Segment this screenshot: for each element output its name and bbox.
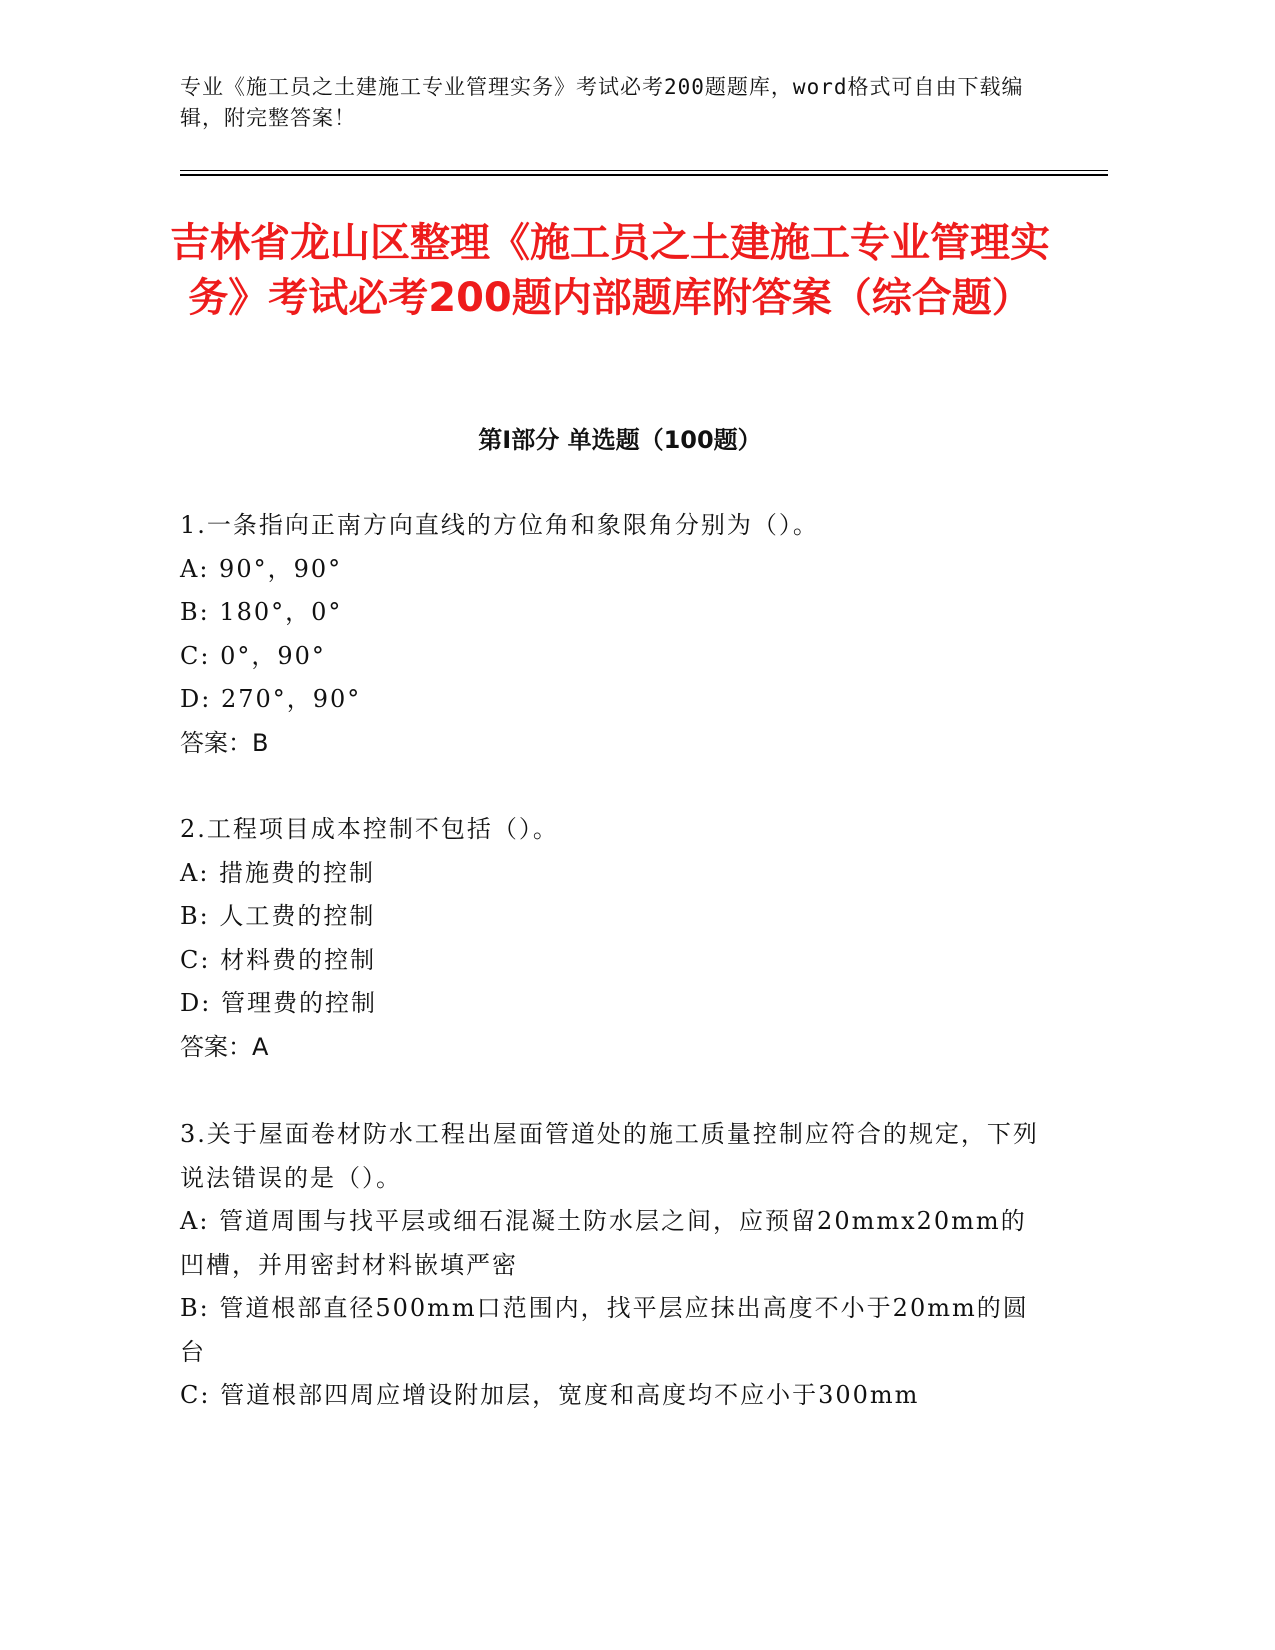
option-c: C: 材料费的控制 (180, 945, 377, 974)
option-a: A: 管道周围与找平层或细石混凝土防水层之间，应预留20mmx20mm的凹槽，并用密封材料嵌填严密 (180, 1207, 1027, 1279)
question-stem: 2.工程项目成本控制不包括（）。 (180, 815, 559, 843)
option-d: D: 270°，90° (180, 685, 362, 713)
answer: 答案：A (180, 1032, 269, 1061)
question-stem: 1.一条指向正南方向直线的方位角和象限角分别为（）。 (180, 511, 819, 539)
option-c: C: 管道根部四周应增设附加层，宽度和高度均不应小于300mm (180, 1381, 920, 1409)
option-a: A: 措施费的控制 (180, 858, 376, 887)
divider-thin (180, 170, 1108, 171)
option-b: B: 管道根部直径500mm口范围内，找平层应抹出高度不小于20mm的圆台 (180, 1294, 1029, 1366)
question-stem: 3.关于屋面卷材防水工程出屋面管道处的施工质量控制应符合的规定，下列说法错误的是（）。 (180, 1120, 1039, 1192)
section-heading: 第Ⅰ部分 单选题（100题） (478, 426, 762, 454)
option-b: B: 人工费的控制 (180, 902, 376, 930)
question-2 (180, 808, 1050, 1069)
divider-thick (180, 174, 1108, 176)
option-a: A: 90°，90° (180, 554, 343, 583)
option-d: D: 管理费的控制 (180, 989, 377, 1017)
option-c: C: 0°，90° (180, 641, 326, 670)
header-note: 专业《施工员之土建施工专业管理实务》考试必考200题题库，word格式可自由下载编辑，附完整答案！ (180, 75, 1024, 130)
question-3 (180, 1113, 1050, 1418)
option-b: B: 180°，0° (180, 598, 343, 626)
answer: 答案：B (180, 728, 269, 757)
question-1 (180, 504, 1050, 765)
document-title: 吉林省龙山区整理《施工员之土建施工专业管理实务》考试必考200题内部题库附答案（综合题） (170, 220, 1050, 321)
